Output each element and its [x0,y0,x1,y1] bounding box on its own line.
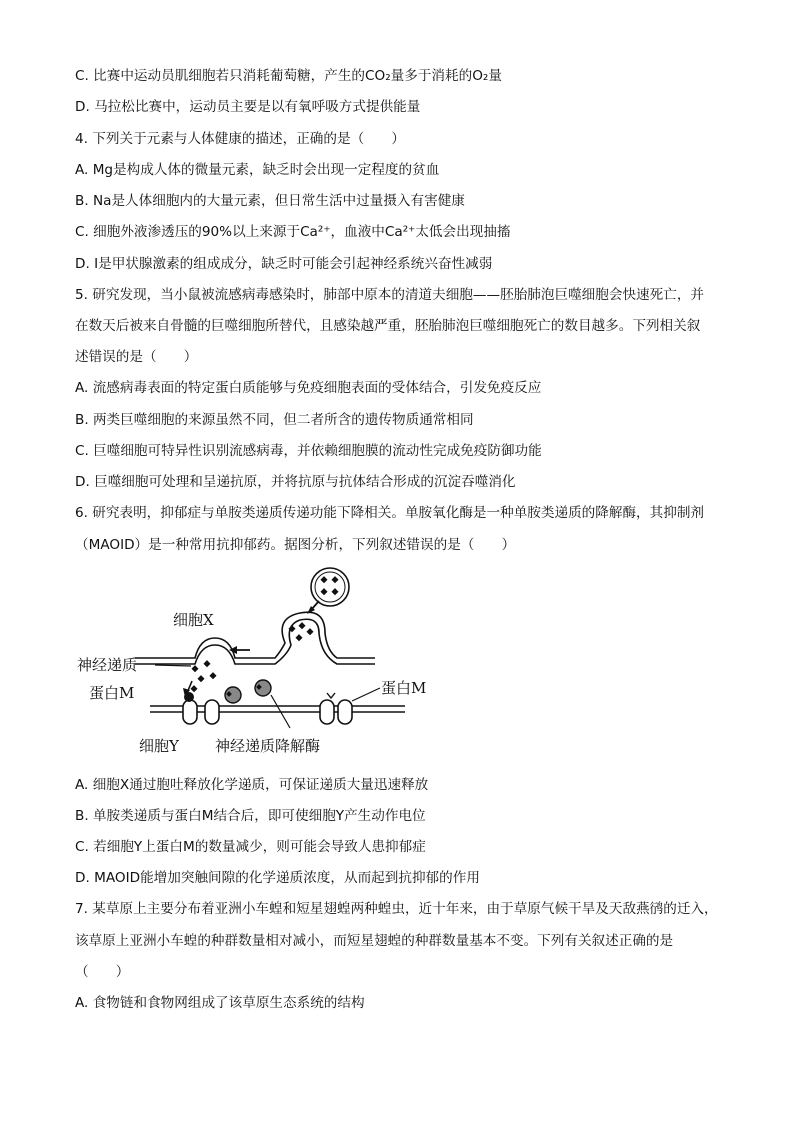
label-cell-y: 细胞Y [139,737,179,755]
question-5-line3: 述错误的是（ ） [75,349,198,365]
protein-m-left-shape [183,692,219,724]
question-7-line1: 7. 某草原上主要分布着亚洲小车蝗和短星翅蝗两种蝗虫，近十年来，由于草原气候干旱及天敌燕鸻的迁入， [75,901,718,917]
label-cell-x: 细胞X [173,611,214,629]
protein-m-right-shape [320,693,352,724]
label-enzyme: 神经递质降解酶 [215,737,321,755]
question-7-line3: （ ） [75,964,130,980]
question-4: 4. 下列关于元素与人体健康的描述，正确的是（ ） [75,131,405,147]
option-4c: C. 细胞外液渗透压的90%以上来源于Ca²⁺，血液中Ca²⁺太低会出现抽搐 [75,224,511,240]
option-7a: A. 食物链和食物网组成了该草原生态系统的结构 [75,995,365,1011]
option-5c: C. 巨噬细胞可特异性识别流感病毒，并依赖细胞膜的流动性完成免疫防御功能 [75,443,542,459]
label-protein-m-left: 蛋白M [89,684,135,702]
degrading-enzymes [225,680,271,703]
question-5-line2: 在数天后被来自骨髓的巨噬细胞所替代，且感染越严重，胚胎肺泡巨噬细胞死亡的数目越多。下列相关叙 [75,318,701,334]
option-6a: A. 细胞X通过胞吐释放化学递质，可保证递质大量迅速释放 [75,777,429,793]
option-5b: B. 两类巨噬细胞的来源虽然不同，但二者所含的遗传物质通常相同 [75,412,474,428]
option-6d: D. MAOID能增加突触间隙的化学递质浓度，从而起到抗抑郁的作用 [75,870,480,886]
option-4b: B. Na是人体细胞内的大量元素，但日常生活中过量摄入有害健康 [75,193,465,209]
option-5d: D. 巨噬细胞可处理和呈递抗原，并将抗原与抗体结合形成的沉淀吞噬消化 [75,474,516,490]
option-6b: B. 单胺类递质与蛋白M结合后，即可使细胞Y产生动作电位 [75,808,426,824]
presynaptic-membrane [135,612,375,664]
option-3c: C. 比赛中运动员肌细胞若只消耗葡萄糖，产生的CO₂量多于消耗的O₂量 [75,68,502,84]
question-7-line2: 该草原上亚洲小车蝗的种群数量相对减小，而短星翅蝗的种群数量基本不变。下列有关叙述正确的是 [75,933,674,949]
option-4d: D. I是甲状腺激素的组成成分，缺乏时可能会引起神经系统兴奋性减弱 [75,256,493,272]
option-6c: C. 若细胞Y上蛋白M的数量减少，则可能会导致人患抑郁症 [75,839,426,855]
option-5a: A. 流感病毒表面的特定蛋白质能够与免疫细胞表面的受体结合，引发免疫反应 [75,380,542,396]
label-protein-m-right: 蛋白M [381,679,427,697]
synaptic-vesicle [311,568,349,606]
option-3d: D. 马拉松比赛中，运动员主要是以有氧呼吸方式提供能量 [75,99,421,115]
question-6-line1: 6. 研究表明，抑郁症与单胺类递质传递功能下降相关。单胺氧化酶是一种单胺类递质的降解酶，其抑制剂 [75,505,705,521]
synapse-diagram [75,563,455,763]
option-4a: A. Mg是构成人体的微量元素，缺乏时会出现一定程度的贫血 [75,162,440,178]
cleft-transmitters [190,660,216,692]
label-transmitter: 神经递质 [77,656,138,674]
question-5-line1: 5. 研究发现，当小鼠被流感病毒感染时，肺部中原本的清道夫细胞——胚胎肺泡巨噬细胞会快速死亡，并 [75,287,705,303]
question-6-line2: （MAOID）是一种常用抗抑郁药。据图分析，下列叙述错误的是（ ） [75,537,516,553]
